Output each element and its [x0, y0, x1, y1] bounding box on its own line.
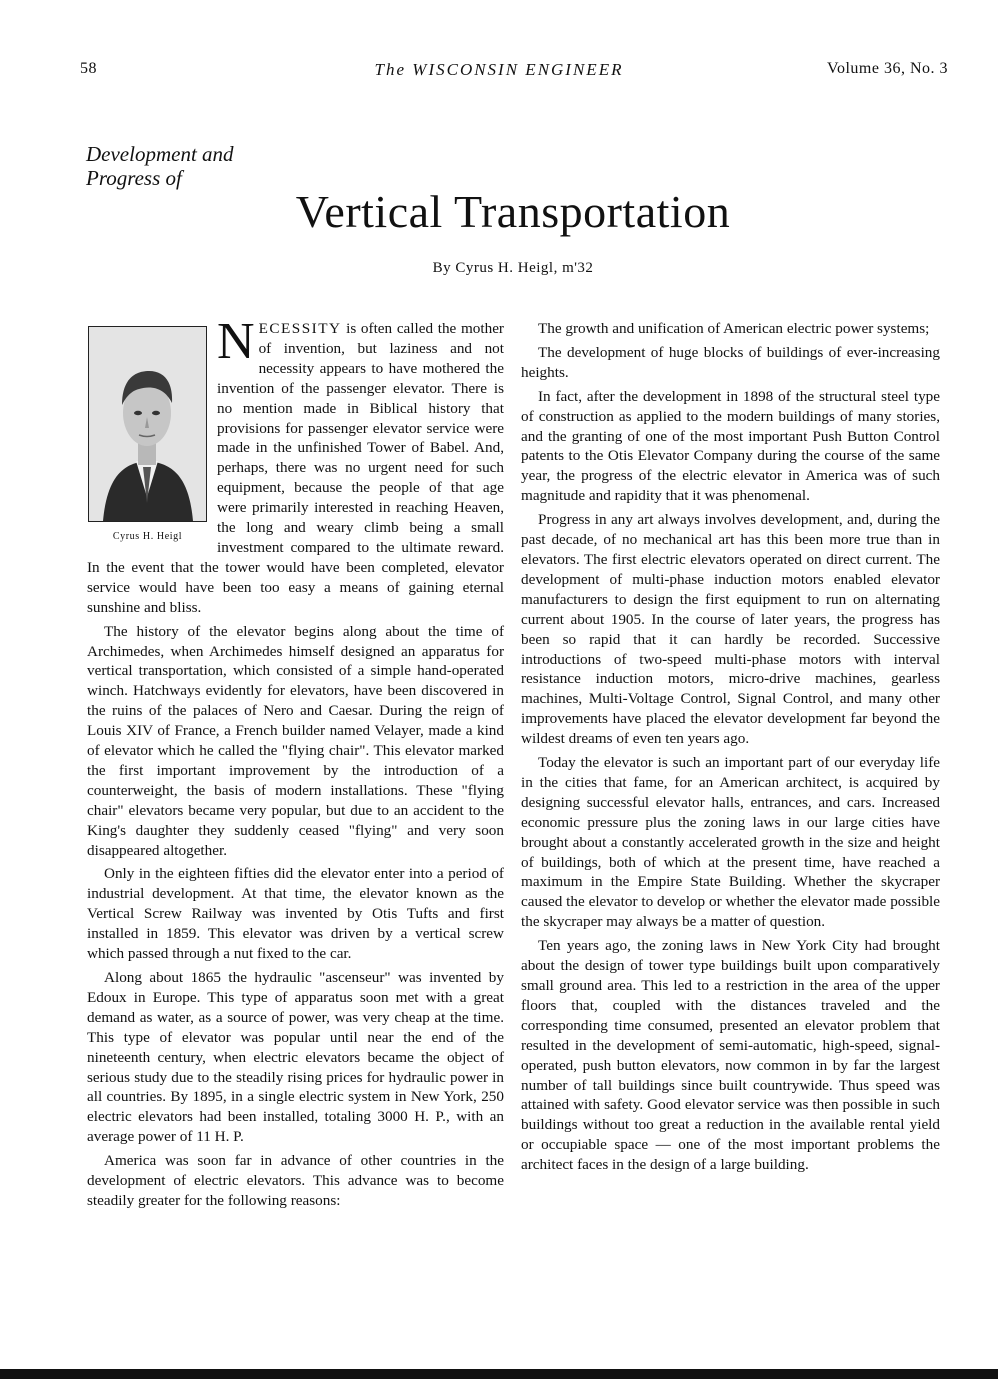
photo-spacer — [87, 319, 217, 557]
paragraph: The history of the elevator begins along about the time of Archimedes, when Archimedes himself designed an apparatus for vertical transportation, which consisted of a simple hand-operated winch. Hatchways evidently for elevators, have been discovered in the ruins of the palaces of Nero and Caesar. During the reign of Louis XIV of France, a French builder named Velayer, made a kind of elevator which he called the "flying chair". This elevator marked the first important improvement by the introduction of a counterweight, the basis of modern installations. These "flying chair" elevators became very popular, but due to an accident to the King's daughter they suddenly ceased "flying" and very soon disappeared altogether. — [87, 622, 504, 859]
page-number: 58 — [80, 60, 97, 77]
paragraph: Only in the eighteen fifties did the elevator enter into a period of industrial development. At that time, the elevator known as the Vertical Screw Railway was invented by Otis Tufts and first installed in 1859. This elevator was driven by a vertical screw which passed through a nut fixed to the car. — [87, 865, 504, 963]
left-column — [87, 313, 504, 1215]
drop-cap: N — [217, 313, 255, 370]
paragraph: Today the elevator is such an important part of our everyday life in the cities that fame, for an American architect, is acquired by designing successful elevator halls, entrances, and cars. Increased economic pressure plus the zoning laws in our large cities have brought about a constantly accelerated growth in the size and height of buildings, both of which at the present time, have reached a maximum in the Empire State Building. Whether the skycraper caused the elevator to develop or whether the elevator made possible the skycraper may always be a matter of question. — [521, 754, 940, 931]
pre-title-line-2: Progress of — [86, 166, 182, 190]
scan-edge — [0, 1369, 998, 1379]
paragraph: The development of huge blocks of buildings of ever-increasing heights. — [521, 343, 940, 381]
right-column — [521, 319, 940, 1179]
article-title: Vertical Transportation — [295, 186, 731, 237]
pre-title — [86, 142, 234, 190]
paragraph-text: is often called the mother of invention, but laziness and not necessity appears to have mothered the invention of the passenger elevator. There is no mention made in Biblical history that provisions for passenger elevator service were made in the unfinished Tower of Babel. And, perhaps, there was no urgent need for such equipment, because the people of that age were primarily interested in reaching Heaven, the long and weary climb being a small investment compared to the ultimate reward. In the event that the tower would have been completed, elevator service would have been too easy a means of gaining eternal sunshine and bliss. — [87, 320, 504, 616]
byline: By Cyrus H. Heigl, m'32 — [432, 260, 594, 276]
photo-caption: Cyrus H. Heigl — [112, 531, 183, 542]
volume-info: Volume 36, No. 3 — [826, 60, 948, 77]
journal-name: The WISCONSIN ENGINEER — [374, 60, 624, 79]
paragraph: In fact, after the development in 1898 of the structural steel type of construction as applied to the modern buildings of many stories, and the granting of one of the most important Push Button Control patents to the Otis Elevator Company during the course of the same year, the progress of the electric elevator in America was of such magnitude and rapidity that it was phenomenal. — [521, 387, 940, 505]
paragraph: The growth and unification of American electric power systems; — [538, 320, 930, 337]
pre-title-line-1: Development and — [86, 142, 234, 166]
paragraph: Along about 1865 the hydraulic "ascenseur" was invented by Edoux in Europe. This type of apparatus soon met with a great demand as water, as a source of power, was very cheap at the time. This type of elevator was popular until near the end of the nineteenth century, when electric elevators became the object of serious study due to the steadily rising prices for hydraulic power in all countries. By 1895, in a single electric system in New York, 250 electric elevators had been installed, totaling 3000 H. P., with an average power of 11 H. P. — [87, 969, 504, 1146]
running-header — [0, 60, 998, 84]
paragraph: Ten years ago, the zoning laws in New York City had brought about the design of tower type buildings built upon comparatively small ground area. This led to a restriction in the area of the upper floors that, coupled with the distances traveled and the corresponding time consumed, presented an elevator problem that resulted in the development of semi-automatic, high-speed, signal-operated, push button elevators, now common in by far the largest number of tall buildings since built countrywide. Thus speed was attained with safety. Good elevator service was then possible in such buildings without too great a reduction in the available rental yield or occupiable space — one of the most important problems the architect faces in the design of a large building. — [521, 937, 940, 1174]
paragraph: America was soon far in advance of other countries in the development of electric elevators. This advance was to become steadily greater for the following reasons: — [87, 1152, 504, 1209]
paragraph: Progress in any art always involves development, and, during the past decade, of no mechanical art has this been more true than in elevators. The first electric elevators operated on direct current. The development of multi-phase induction motors enabled elevator manufacturers to design the first equipment to run on alternating current about 1905. In the course of later years, the progress has been so rapid that it can hardly be recorded. Successive introductions of two-speed multi-phase motors with interval resistance induction motors, micro-drive machines, gearless machines, Multi-Voltage Control, Signal Control, and many other improvements have placed the elevator development far beyond the wildest dreams of even ten years ago. — [521, 511, 940, 748]
lead-caps: ECESSITY — [258, 320, 342, 337]
